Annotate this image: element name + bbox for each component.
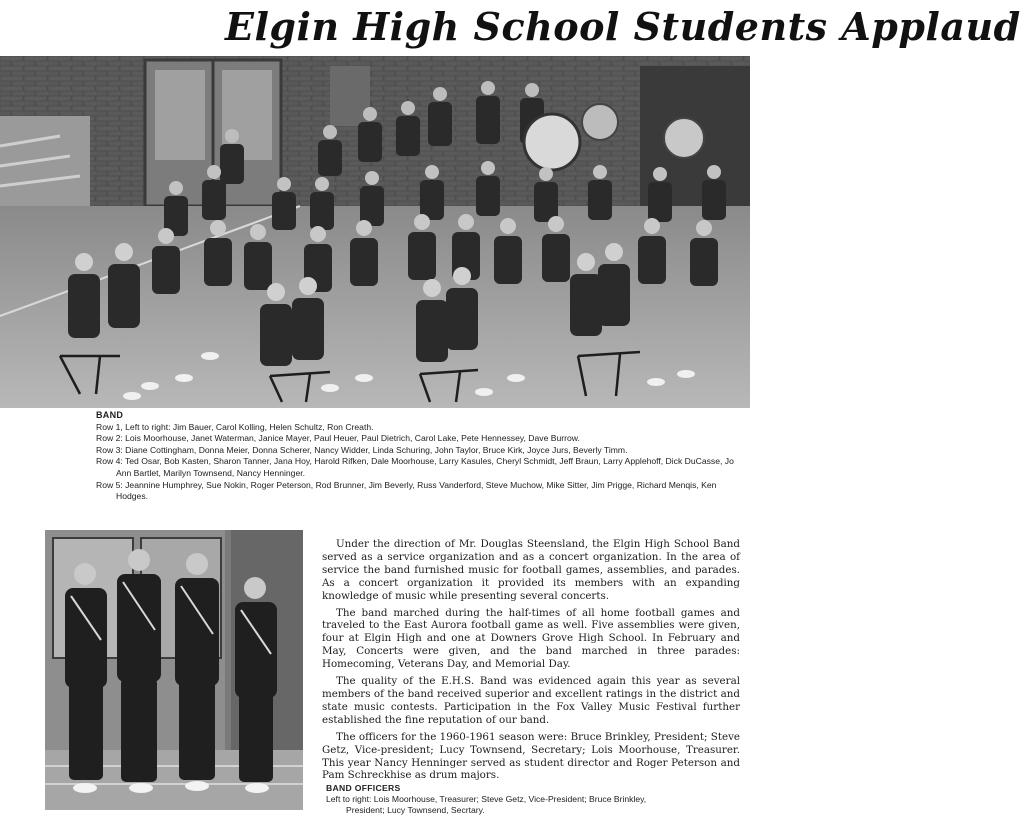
- band-photo: [0, 56, 750, 408]
- band-caption-row-2: Row 2: Lois Moorhouse, Janet Waterman, Janice Mayer, Paul Heuer, Paul Dietrich, Carol Lake, Pete Hennessey, Dave Burrow.: [96, 433, 580, 444]
- article-paragraph: Under the direction of Mr. Douglas Steensland, the Elgin High School Band served as a service organization and as a concert organization. In the area of service the band furnished music for football games, assemblies, and parades. As a concert organization it provided its members with an expanding knowledge of music while presenting several concerts.: [322, 538, 740, 602]
- band-officers-caption-names: [326, 794, 740, 816]
- band-caption-heading: BAND: [96, 410, 124, 420]
- article-paragraph: The quality of the E.H.S. Band was evidenced again this year as several members of the band received superior and excellent ratings in the district and state music contests. Participation in the Fox Valley Music Festival further established the fine reputation of our band.: [322, 675, 740, 726]
- band-caption-row-3: Row 3: Diane Cottingham, Donna Meier, Donna Scherer, Nancy Widder, Linda Schuring, John Taylor, Bruce Kirk, Joyce Jurs, Beverly Timm.: [96, 444, 628, 455]
- band-photo-image: [0, 56, 750, 408]
- band-officers-caption-line-1: Left to right: Lois Moorhouse, Treasurer; Steve Getz, Vice-President; Bruce Brinkley,: [326, 794, 647, 804]
- page-title: Elgin High School Students Applaud: [225, 4, 1021, 49]
- article-body: [322, 538, 740, 786]
- band-caption: [96, 410, 744, 503]
- band-caption-row-1: Row 1, Left to right: Jim Bauer, Carol Kolling, Helen Schultz, Ron Creath.: [96, 421, 374, 432]
- article-paragraph: The band marched during the half-times of all home football games and traveled to the East Aurora football game as well. Five assemblies were given, four at Elgin High and one at Downers Grove High School. In February and May, Concerts were given, and the band marched in three parades: Homecoming, Veterans Day, and Memorial Day.: [322, 606, 740, 671]
- band-officers-caption-heading: BAND OFFICERS: [326, 783, 401, 793]
- band-caption-row-5: Row 5: Jeannine Humphrey, Sue Nokin, Roger Peterson, Rod Brunner, Jim Beverly, Russ Vanderford, Steve Muchow, Mike Sitter, Jim Prigge, Richard Menqis, Ken Hodges.: [96, 479, 717, 502]
- band-officers-caption: [326, 783, 740, 816]
- article-paragraph: The officers for the 1960-1961 season were: Bruce Brinkley, President; Steve Getz, Vice-president; Lucy Townsend, Secretary; Lois Moorhouse, Treasurer. This year Nancy Henninger served as student director and Roger Peterson and Pam Schreckhise as drum majors.: [322, 730, 740, 782]
- band-officers-photo: [45, 530, 303, 810]
- band-officers-caption-line-2: President; Lucy Townsend, Secrtary.: [346, 805, 485, 815]
- band-caption-row-4: Row 4: Ted Osar, Bob Kasten, Sharon Tanner, Jana Hoy, Harold Rifken, Dale Moorhouse, Larry Kasules, Cheryl Schmidt, Jeff Braun, Larry Applehoff, Dick DuCasse, Jo Ann Bartlet, Marilyn Townsend, Nancy Henninger.: [96, 456, 734, 478]
- band-officers-photo-image: [45, 530, 303, 810]
